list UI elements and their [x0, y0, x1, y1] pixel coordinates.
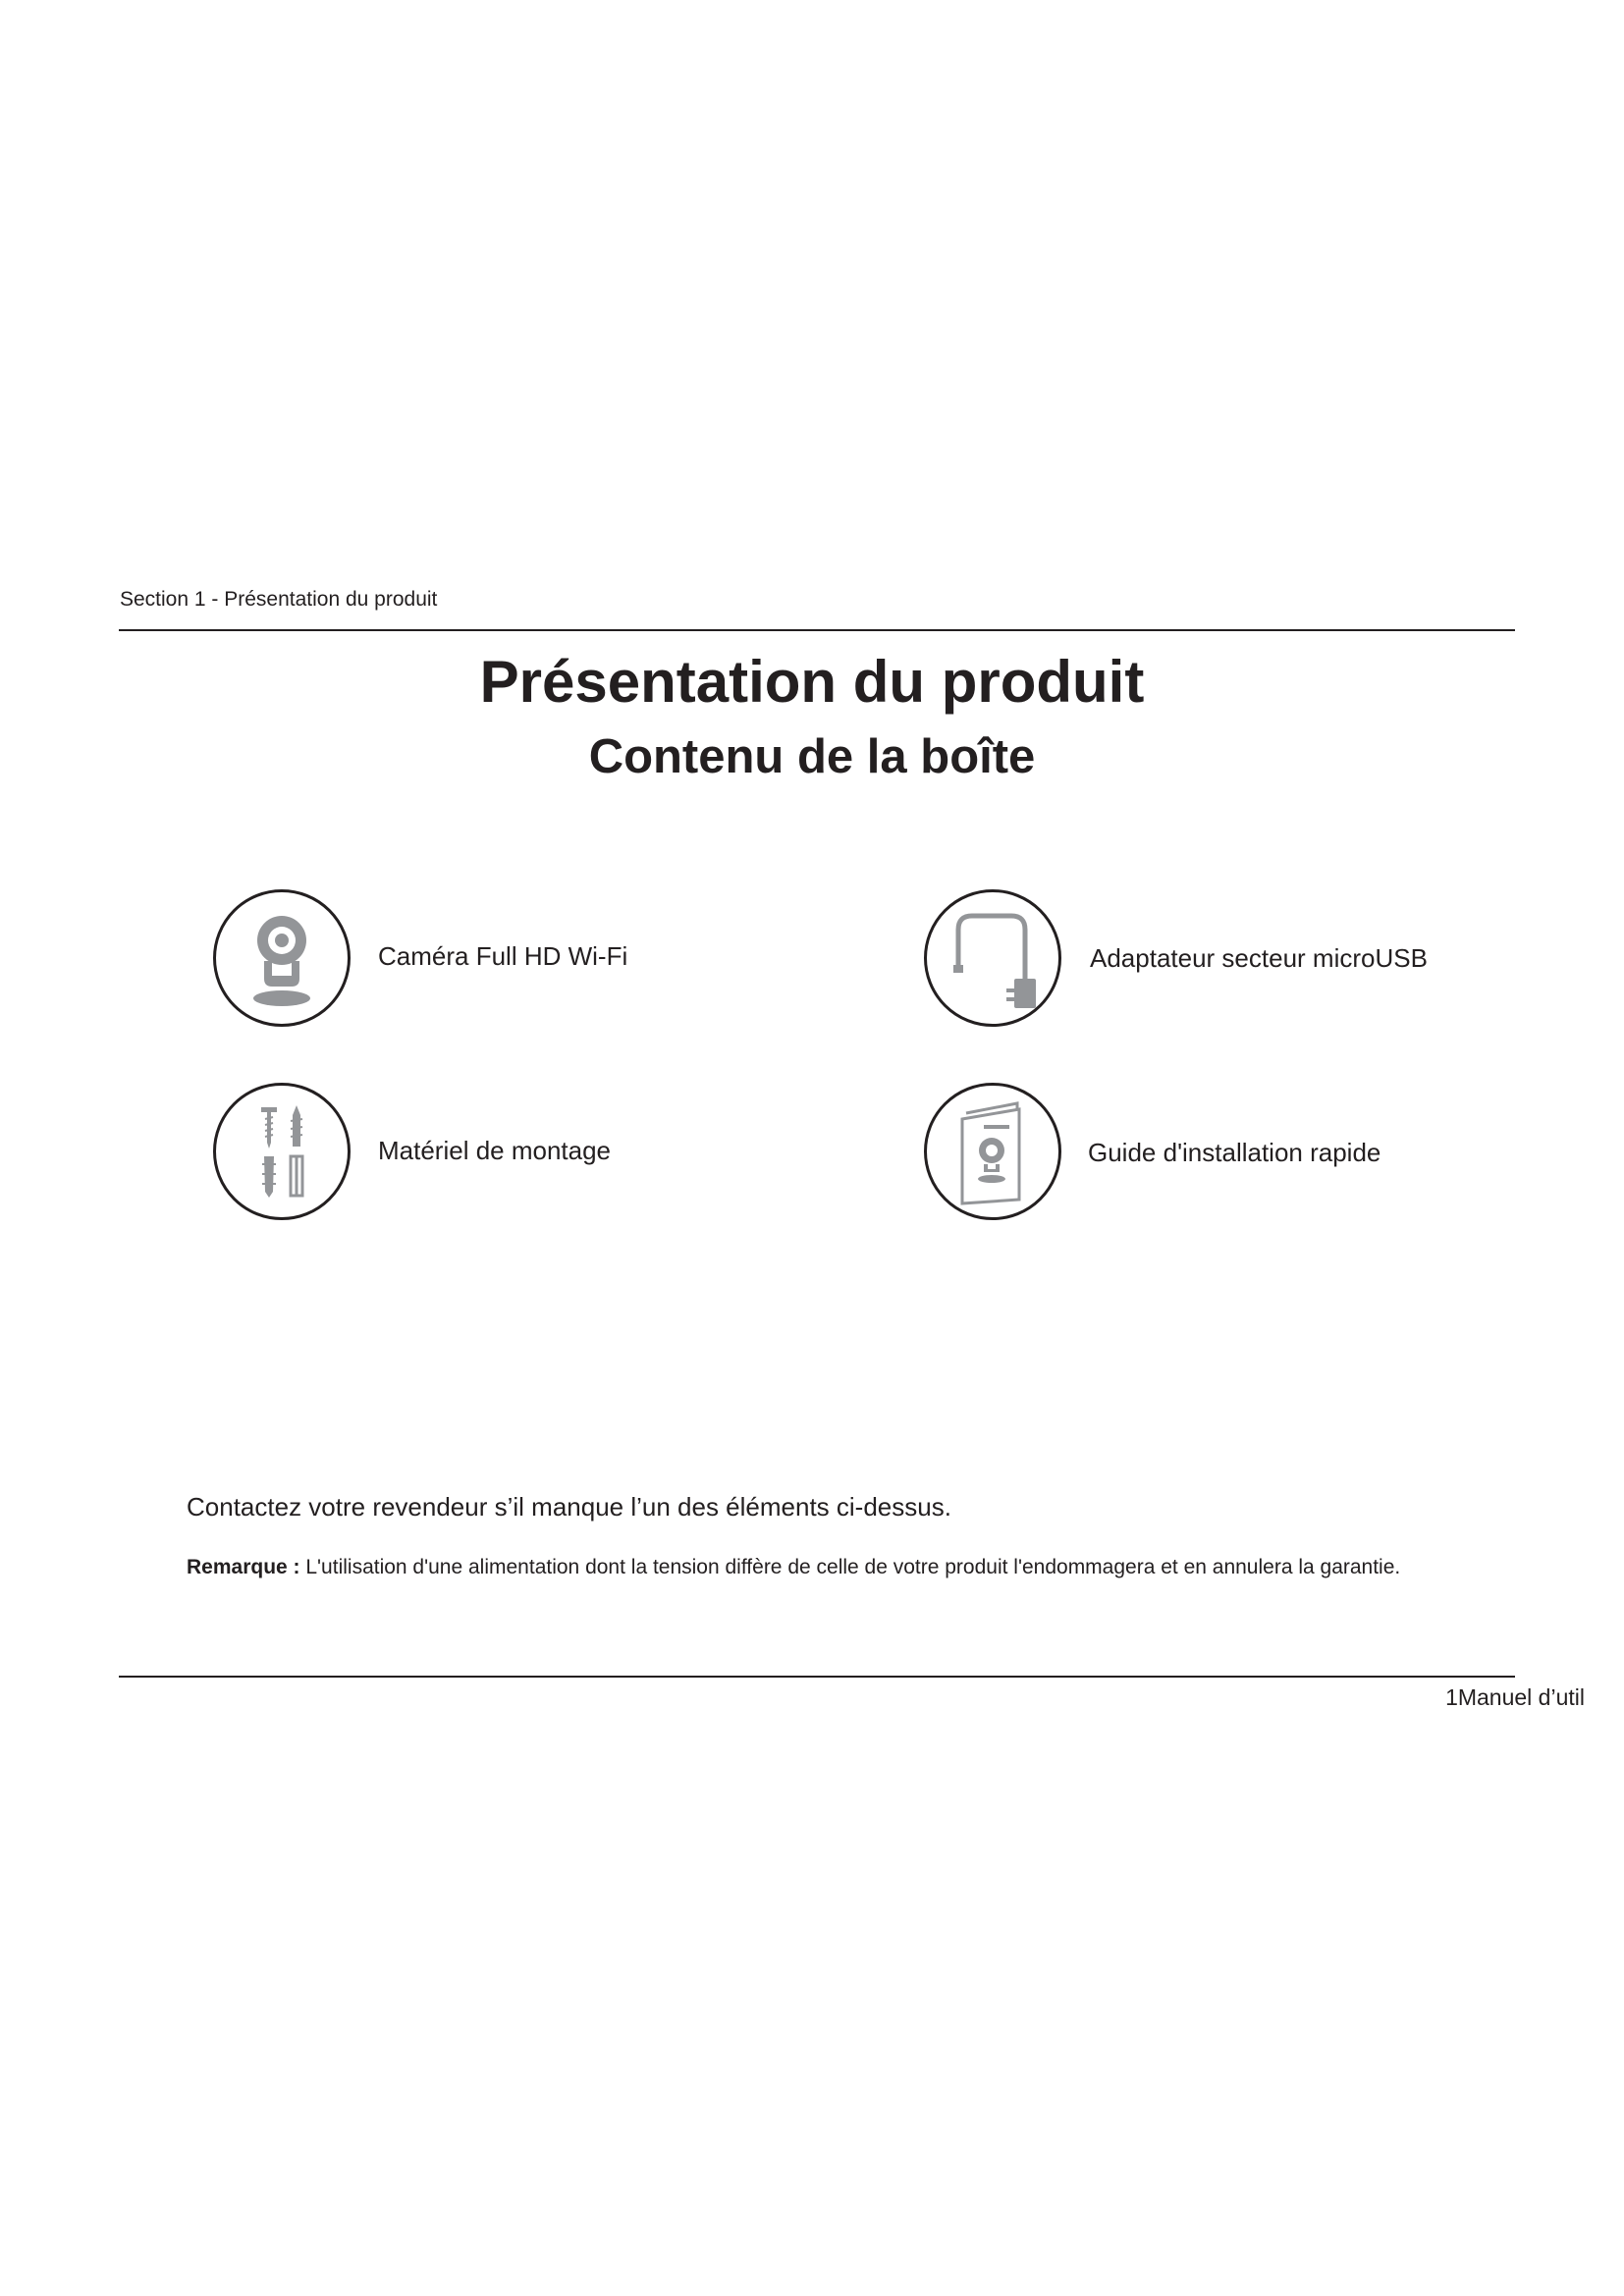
quick-install-guide-icon	[924, 1083, 1061, 1220]
section-label: Section 1 - Présentation du produit	[120, 588, 438, 611]
warranty-note	[187, 1555, 1400, 1580]
header-divider	[119, 629, 1515, 631]
item-label-camera: Caméra Full HD Wi-Fi	[378, 941, 628, 971]
camera-icon	[213, 889, 351, 1027]
page-number: 1	[1445, 1684, 1458, 1710]
page-title: Présentation du produit	[479, 649, 1145, 715]
manual-label: Manuel d’util	[1457, 1684, 1585, 1710]
page-subtitle: Contenu de la boîte	[588, 730, 1036, 783]
item-label-mounting-kit: Matériel de montage	[378, 1136, 612, 1165]
item-label-quick-install-guide: Guide d'installation rapide	[1088, 1138, 1381, 1167]
item-label-power-adapter: Adaptateur secteur microUSB	[1090, 943, 1428, 973]
note-label: Remarque :	[187, 1556, 300, 1578]
mounting-kit-icon	[213, 1083, 351, 1220]
note-text: L'utilisation d'une alimentation dont la tension diffère de celle de votre produit l'endommagera et en annulera la garantie.	[299, 1556, 1401, 1578]
footer-divider	[119, 1676, 1515, 1678]
power-adapter-icon	[924, 889, 1061, 1027]
contact-dealer-text: Contactez votre revendeur s’il manque l’un des éléments ci-dessus.	[187, 1492, 951, 1522]
page-footer	[1445, 1683, 1585, 1711]
